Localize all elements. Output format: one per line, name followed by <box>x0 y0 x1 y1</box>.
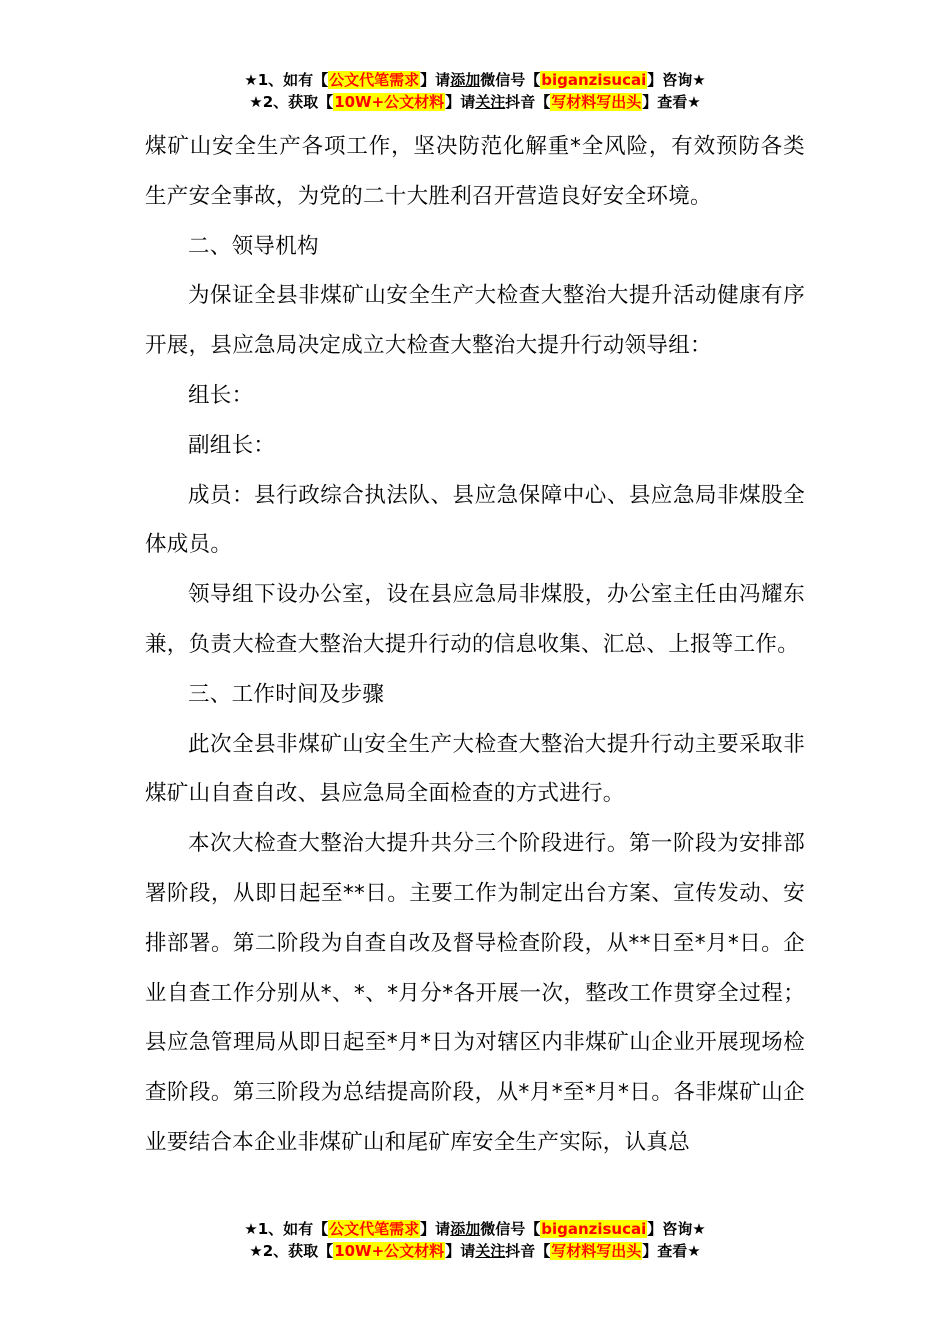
banner-text: 】请 <box>445 93 476 111</box>
banner-highlight: 10W+公文材料 <box>334 1242 445 1260</box>
banner-text: 】查看★ <box>642 1242 701 1260</box>
banner-line-2 <box>0 1240 950 1262</box>
paragraph: 副组长： <box>188 432 276 458</box>
banner-highlight: 公文代笔需求 <box>329 71 420 89</box>
banner-highlight: biganzisucai <box>541 1220 647 1238</box>
banner-text: 微信号【 <box>480 1220 541 1238</box>
paragraph: 组长： <box>188 382 254 408</box>
paragraph: 为保证全县非煤矿山安全生产大检查大整治大提升活动健康有序开展，县应急局决定成立大检查大整治大提升行动领导组： <box>145 283 805 359</box>
paragraph: 此次全县非煤矿山安全生产大检查大整治大提升行动主要采取非煤矿山自查自改、县应急局全面检查的方式进行。 <box>145 731 805 807</box>
banner-underline: 添加 <box>450 1220 481 1238</box>
banner-highlight: 写材料写出头 <box>551 93 642 111</box>
banner-highlight: biganzisucai <box>541 71 647 89</box>
banner-text: 】咨询★ <box>647 71 706 89</box>
paragraph: 煤矿山安全生产各项工作，坚决防范化解重*全风险，有效预防各类生产安全事故，为党的二十大胜利召开营造良好安全环境。 <box>145 134 805 209</box>
banner-underline: 关注 <box>475 93 506 111</box>
banner-highlight: 公文代笔需求 <box>329 1220 420 1238</box>
banner-text: 抖音【 <box>505 1242 551 1260</box>
banner-underline: 关注 <box>475 1242 506 1260</box>
paragraph: 本次大检查大整治大提升共分三个阶段进行。第一阶段为安排部署阶段，从即日起至**日。主要工作为制定出台方案、宣传发动、安排部署。第二阶段为自查自改及督导检查阶段，从**日至*月*日。企业自查工作分别从*、*、*月分*各开展一次，整改工作贯穿全过程；县应急管理局从即日起至*月*日为对辖区内非煤矿山企业开展现场检查阶段。第三阶段为总结提高阶段，从*月*至*月*日。各非煤矿山企业要结合本企业非煤矿山和尾矿库安全生产实际，认真总 <box>145 831 805 1155</box>
footer-banner <box>0 1218 950 1262</box>
banner-text: ★1、如有【 <box>244 1220 329 1238</box>
banner-underline: 添加 <box>450 71 481 89</box>
banner-text: 抖音【 <box>505 93 551 111</box>
document-body <box>145 122 805 1168</box>
banner-text: 】请 <box>445 1242 476 1260</box>
banner-text: ★1、如有【 <box>244 71 329 89</box>
section-heading: 三、工作时间及步骤 <box>188 681 385 707</box>
paragraph: 领导组下设办公室，设在县应急局非煤股，办公室主任由冯耀东兼，负责大检查大整治大提升行动的信息收集、汇总、上报等工作。 <box>145 582 805 657</box>
header-banner <box>0 69 950 113</box>
banner-text: 】请 <box>420 1220 451 1238</box>
section-heading: 二、领导机构 <box>188 233 319 259</box>
banner-highlight: 10W+公文材料 <box>334 93 445 111</box>
banner-highlight: 写材料写出头 <box>551 1242 642 1260</box>
banner-text: 】请 <box>420 71 451 89</box>
banner-text: ★2、获取【 <box>249 93 334 111</box>
banner-text: ★2、获取【 <box>249 1242 334 1260</box>
banner-line-2 <box>0 91 950 113</box>
paragraph: 成员：县行政综合执法队、县应急保障中心、县应急局非煤股全体成员。 <box>145 482 805 558</box>
banner-text: 】咨询★ <box>647 1220 706 1238</box>
banner-line-1 <box>0 69 950 91</box>
banner-text: 】查看★ <box>642 93 701 111</box>
banner-text: 微信号【 <box>480 71 541 89</box>
banner-line-1 <box>0 1218 950 1240</box>
